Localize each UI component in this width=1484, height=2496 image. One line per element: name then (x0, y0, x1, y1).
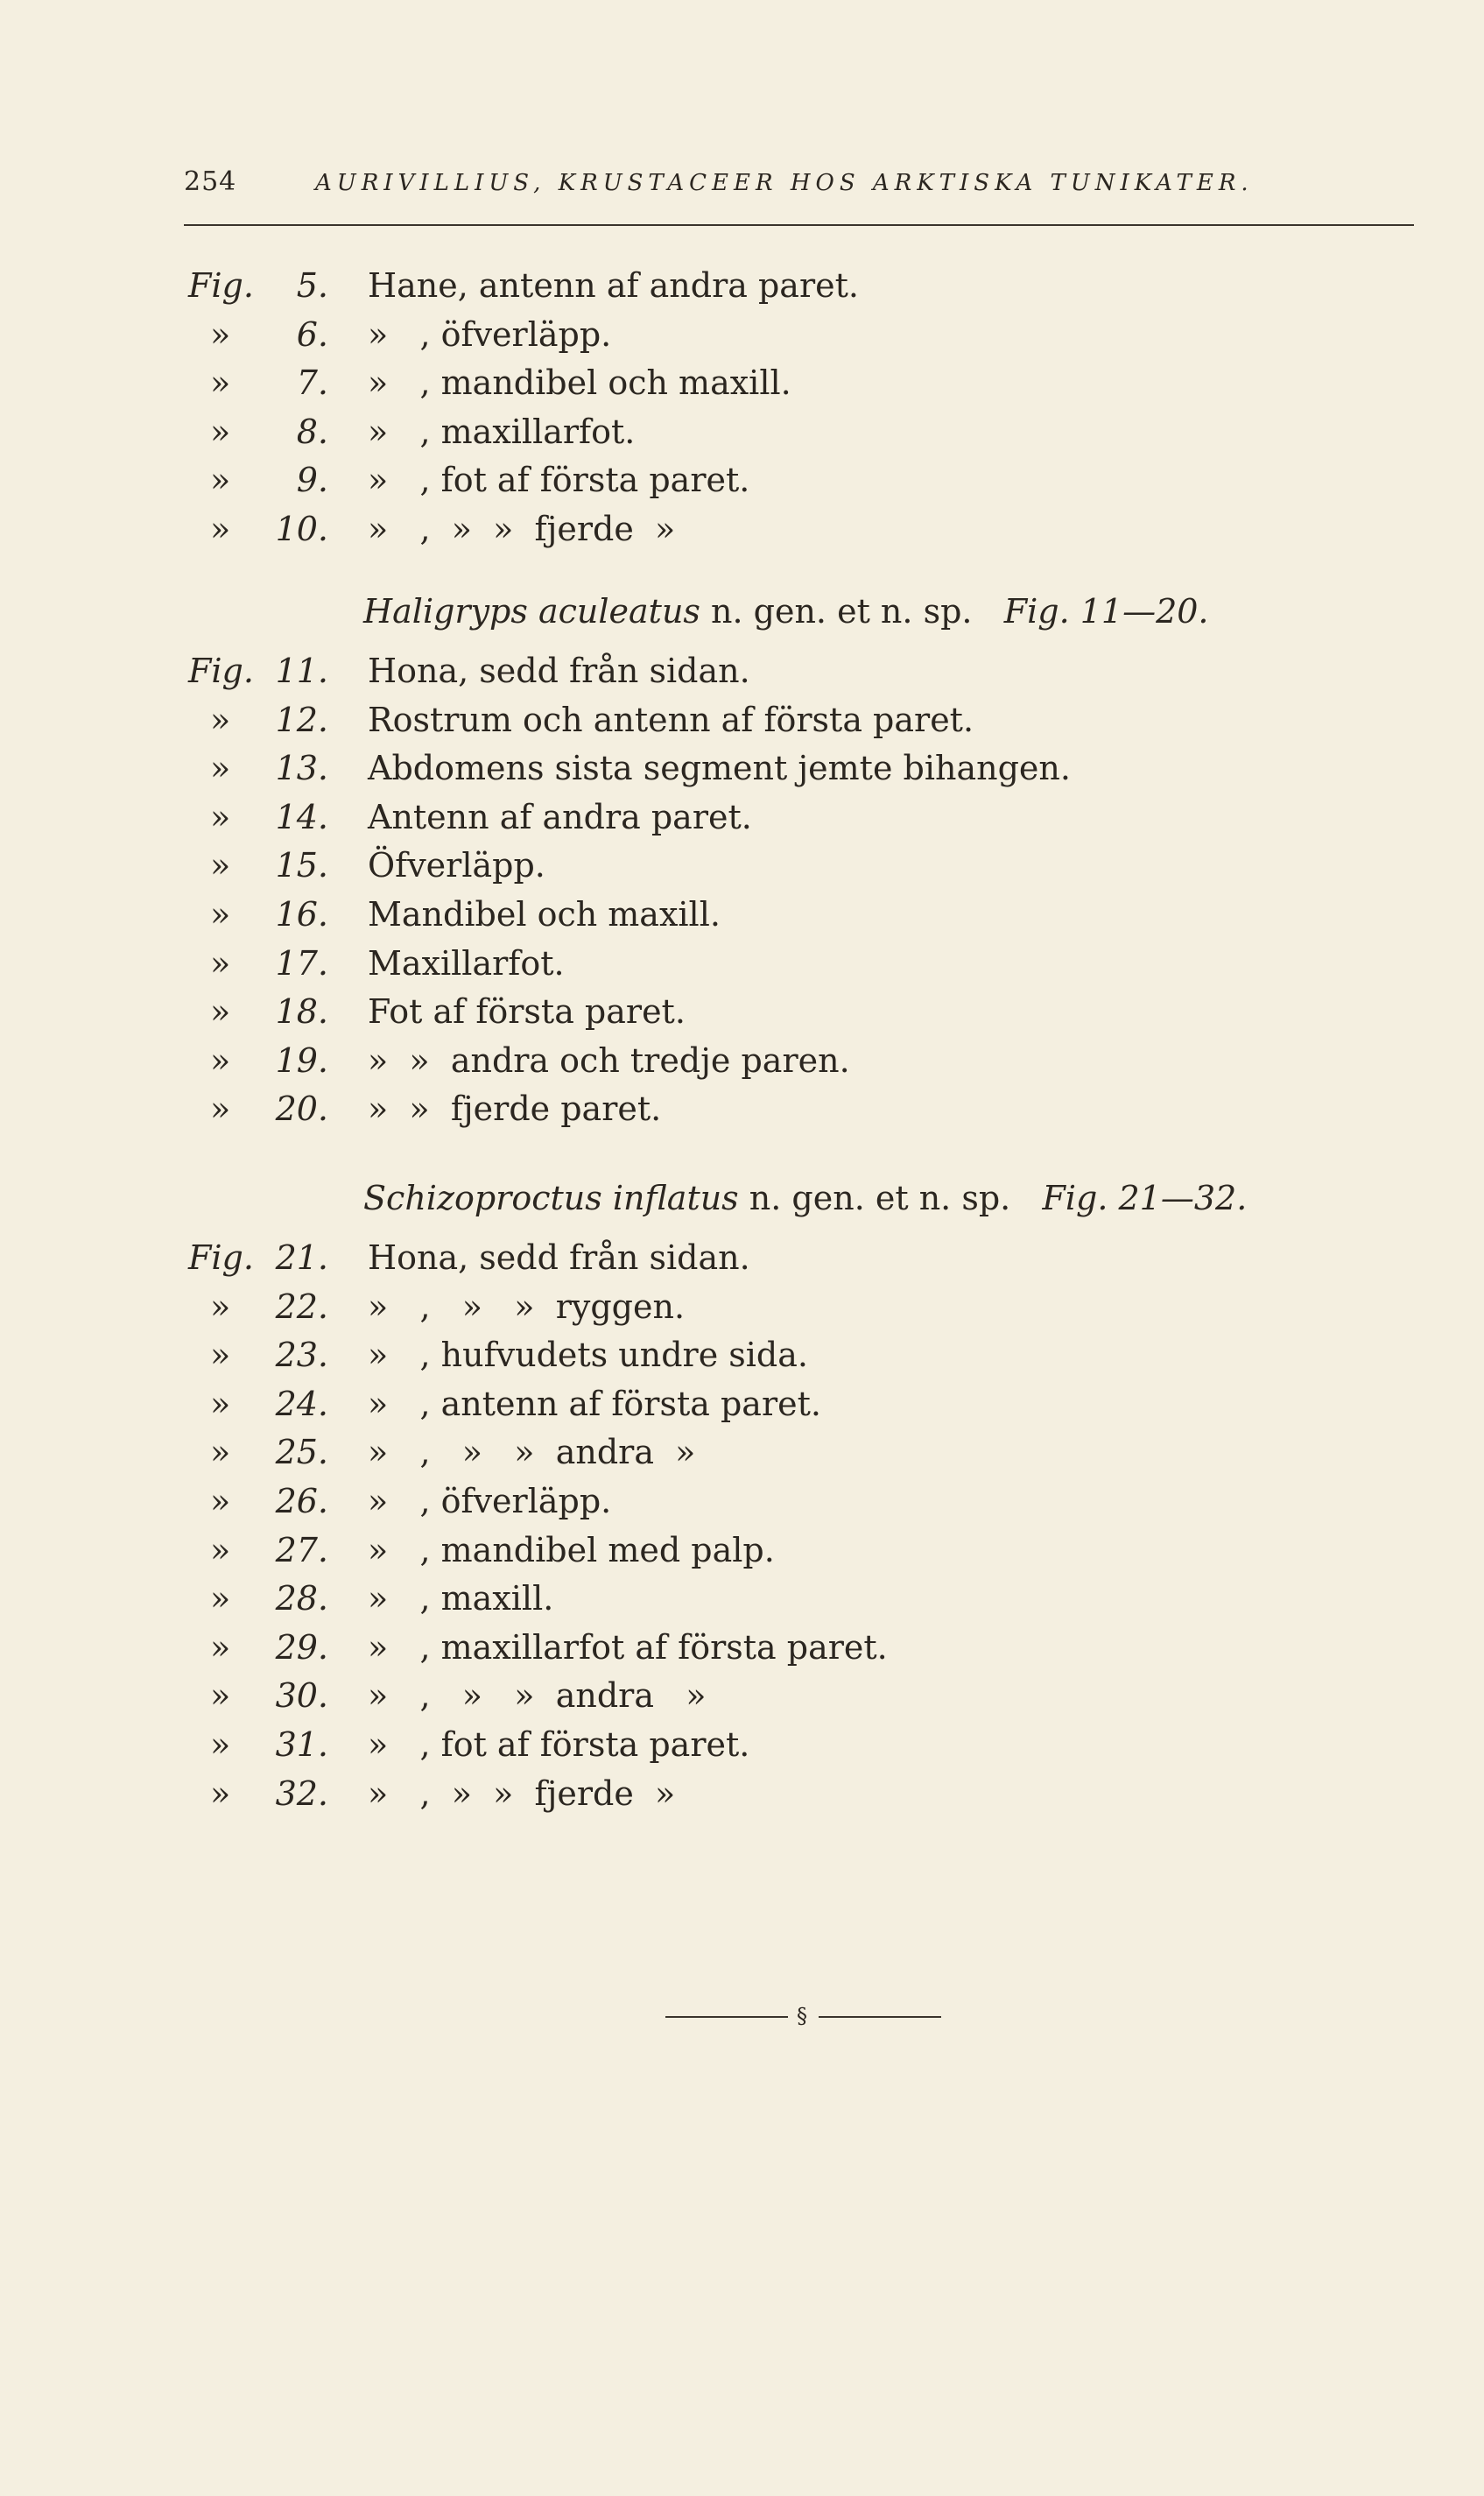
figure-label: » (210, 1773, 231, 1813)
figure-caption: Mandibel och maxill. (368, 895, 721, 934)
figure-caption: » , öfverläpp. (368, 314, 612, 354)
figure-row (0, 1381, 1484, 1427)
figure-caption: » , » » andra » (368, 1676, 707, 1716)
figure-number: 32. (275, 1773, 328, 1813)
species-name: Haligryps aculeatus (363, 592, 700, 631)
figure-row (0, 1478, 1484, 1524)
figure-number: 10. (275, 510, 328, 548)
figure-number: 11. (275, 652, 328, 690)
figure-label: » (210, 943, 231, 983)
figure-row (0, 506, 1484, 552)
figure-caption: Öfverläpp. (368, 846, 545, 885)
figure-number: 5. (296, 266, 328, 305)
figure-label: » (210, 1482, 231, 1520)
figure-row (0, 263, 1484, 308)
figure-label: » (210, 1336, 231, 1375)
figure-number: 6. (296, 314, 328, 354)
figure-caption: » , fot af första paret. (368, 461, 750, 500)
figure-label: » (210, 749, 231, 788)
figure-row (0, 697, 1484, 743)
figure-row (0, 648, 1484, 694)
figure-caption: » , mandibel med palp. (368, 1530, 775, 1569)
ornament-line-left (665, 2016, 788, 2018)
figure-label: » (210, 1384, 231, 1423)
figure-row (0, 941, 1484, 986)
figure-label: » (210, 1579, 231, 1618)
figure-row (0, 1429, 1484, 1475)
figure-number: 28. (275, 1579, 328, 1618)
figure-label: » (210, 1676, 231, 1716)
figure-range: Fig. 11—20. (1003, 592, 1209, 631)
running-title: AURIVILLIUS, KRUSTACEER HOS ARKTISKA TUNIKATER. (315, 170, 1254, 196)
figure-number: 13. (275, 749, 328, 788)
figure-label: » (210, 1433, 231, 1472)
figure-label: Fig. (188, 1238, 254, 1277)
figure-caption: » , hufvudets undre sida. (368, 1336, 808, 1375)
species-note: n. gen. et n. sp. (749, 1179, 1011, 1217)
figure-caption: » , » » andra » (368, 1433, 696, 1472)
figure-caption: » , antenn af första paret. (368, 1384, 821, 1423)
ornament-line-right (819, 2016, 941, 2018)
figure-row (0, 1722, 1484, 1767)
figure-caption: Fot af första paret. (368, 992, 686, 1032)
figure-number: 30. (275, 1676, 328, 1716)
figure-number: 9. (296, 461, 328, 500)
figure-caption: Antenn af andra paret. (368, 797, 752, 836)
figure-row (0, 312, 1484, 357)
figure-row (0, 1332, 1484, 1378)
page-header (184, 166, 1322, 205)
figure-row (0, 1086, 1484, 1132)
figure-row (0, 1527, 1484, 1573)
figure-row (0, 409, 1484, 455)
figure-label: Fig. (188, 652, 254, 690)
figure-row (0, 794, 1484, 840)
figure-label: » (210, 1089, 231, 1129)
figure-row (0, 457, 1484, 503)
figure-caption: Hane, antenn af andra paret. (368, 266, 859, 305)
figure-caption: Abdomens sista segment jemte bihangen. (368, 749, 1071, 788)
page-number: 254 (184, 166, 237, 197)
species-name: Schizoproctus inflatus (363, 1179, 739, 1217)
figure-caption: » » andra och tredje paren. (368, 1040, 850, 1080)
figure-label: » (210, 1287, 231, 1326)
figure-row (0, 989, 1484, 1034)
figure-label: » (210, 314, 231, 354)
figure-label: » (210, 992, 231, 1032)
figure-row (0, 1673, 1484, 1718)
figure-number: 12. (275, 700, 328, 739)
figure-caption: » , öfverläpp. (368, 1482, 612, 1520)
figure-number: 23. (275, 1336, 328, 1375)
figure-caption: Hona, sedd från sidan. (368, 1238, 750, 1277)
figure-label: » (210, 510, 231, 548)
figure-row (0, 745, 1484, 791)
figure-number: 14. (275, 797, 328, 836)
figure-number: 19. (275, 1040, 328, 1080)
figure-label: » (210, 1725, 231, 1764)
figure-number: 27. (275, 1530, 328, 1569)
figure-label: » (210, 1040, 231, 1080)
figure-row (0, 1038, 1484, 1083)
figure-label: » (210, 412, 231, 451)
figure-caption: » , fot af första paret. (368, 1725, 750, 1764)
figure-row (0, 360, 1484, 405)
figure-number: 21. (275, 1238, 328, 1277)
figure-label: » (210, 1627, 231, 1667)
end-ornament (665, 2004, 946, 2030)
figure-range: Fig. 21—32. (1042, 1179, 1248, 1217)
figure-number: 7. (296, 363, 328, 403)
figure-number: 24. (275, 1384, 328, 1423)
figure-caption: Maxillarfot. (368, 943, 565, 983)
figure-label: Fig. (188, 266, 254, 305)
ornament-icon: § (797, 2004, 807, 2028)
figure-label: » (210, 1530, 231, 1569)
figure-caption: Hona, sedd från sidan. (368, 652, 750, 690)
figure-label: » (210, 895, 231, 934)
figure-number: 26. (275, 1482, 328, 1520)
figure-label: » (210, 700, 231, 739)
figure-caption: » , maxill. (368, 1579, 554, 1618)
figure-number: 15. (275, 846, 328, 885)
figure-number: 22. (275, 1287, 328, 1326)
figure-row (0, 1625, 1484, 1670)
figure-number: 29. (275, 1627, 328, 1667)
section-heading-haligryps (363, 587, 1209, 636)
figure-caption: Rostrum och antenn af första paret. (368, 700, 974, 739)
figure-number: 20. (275, 1089, 328, 1129)
species-note: n. gen. et n. sp. (711, 592, 973, 631)
figure-caption: » , mandibel och maxill. (368, 363, 791, 403)
figure-caption: » , » » ryggen. (368, 1287, 686, 1326)
figure-row (0, 843, 1484, 888)
figure-label: » (210, 363, 231, 403)
figure-label: » (210, 846, 231, 885)
figure-caption: » , » » fjerde » (368, 1773, 676, 1813)
figure-number: 17. (275, 943, 328, 983)
figure-caption: » , maxillarfot. (368, 412, 636, 451)
figure-caption: » » fjerde paret. (368, 1089, 662, 1129)
figure-caption: » , maxillarfot af första paret. (368, 1627, 888, 1667)
figure-row (0, 1576, 1484, 1621)
section-heading-schizoproctus (363, 1174, 1247, 1223)
figure-number: 31. (275, 1725, 328, 1764)
figure-number: 25. (275, 1433, 328, 1472)
figure-number: 8. (296, 412, 328, 451)
figure-number: 16. (275, 895, 328, 934)
figure-label: » (210, 461, 231, 500)
figure-number: 18. (275, 992, 328, 1032)
figure-row (0, 1235, 1484, 1280)
figure-row (0, 1284, 1484, 1329)
figure-caption: » , » » fjerde » (368, 510, 676, 548)
figure-label: » (210, 797, 231, 836)
header-rule (184, 224, 1414, 226)
figure-row (0, 892, 1484, 937)
figure-row (0, 1771, 1484, 1816)
